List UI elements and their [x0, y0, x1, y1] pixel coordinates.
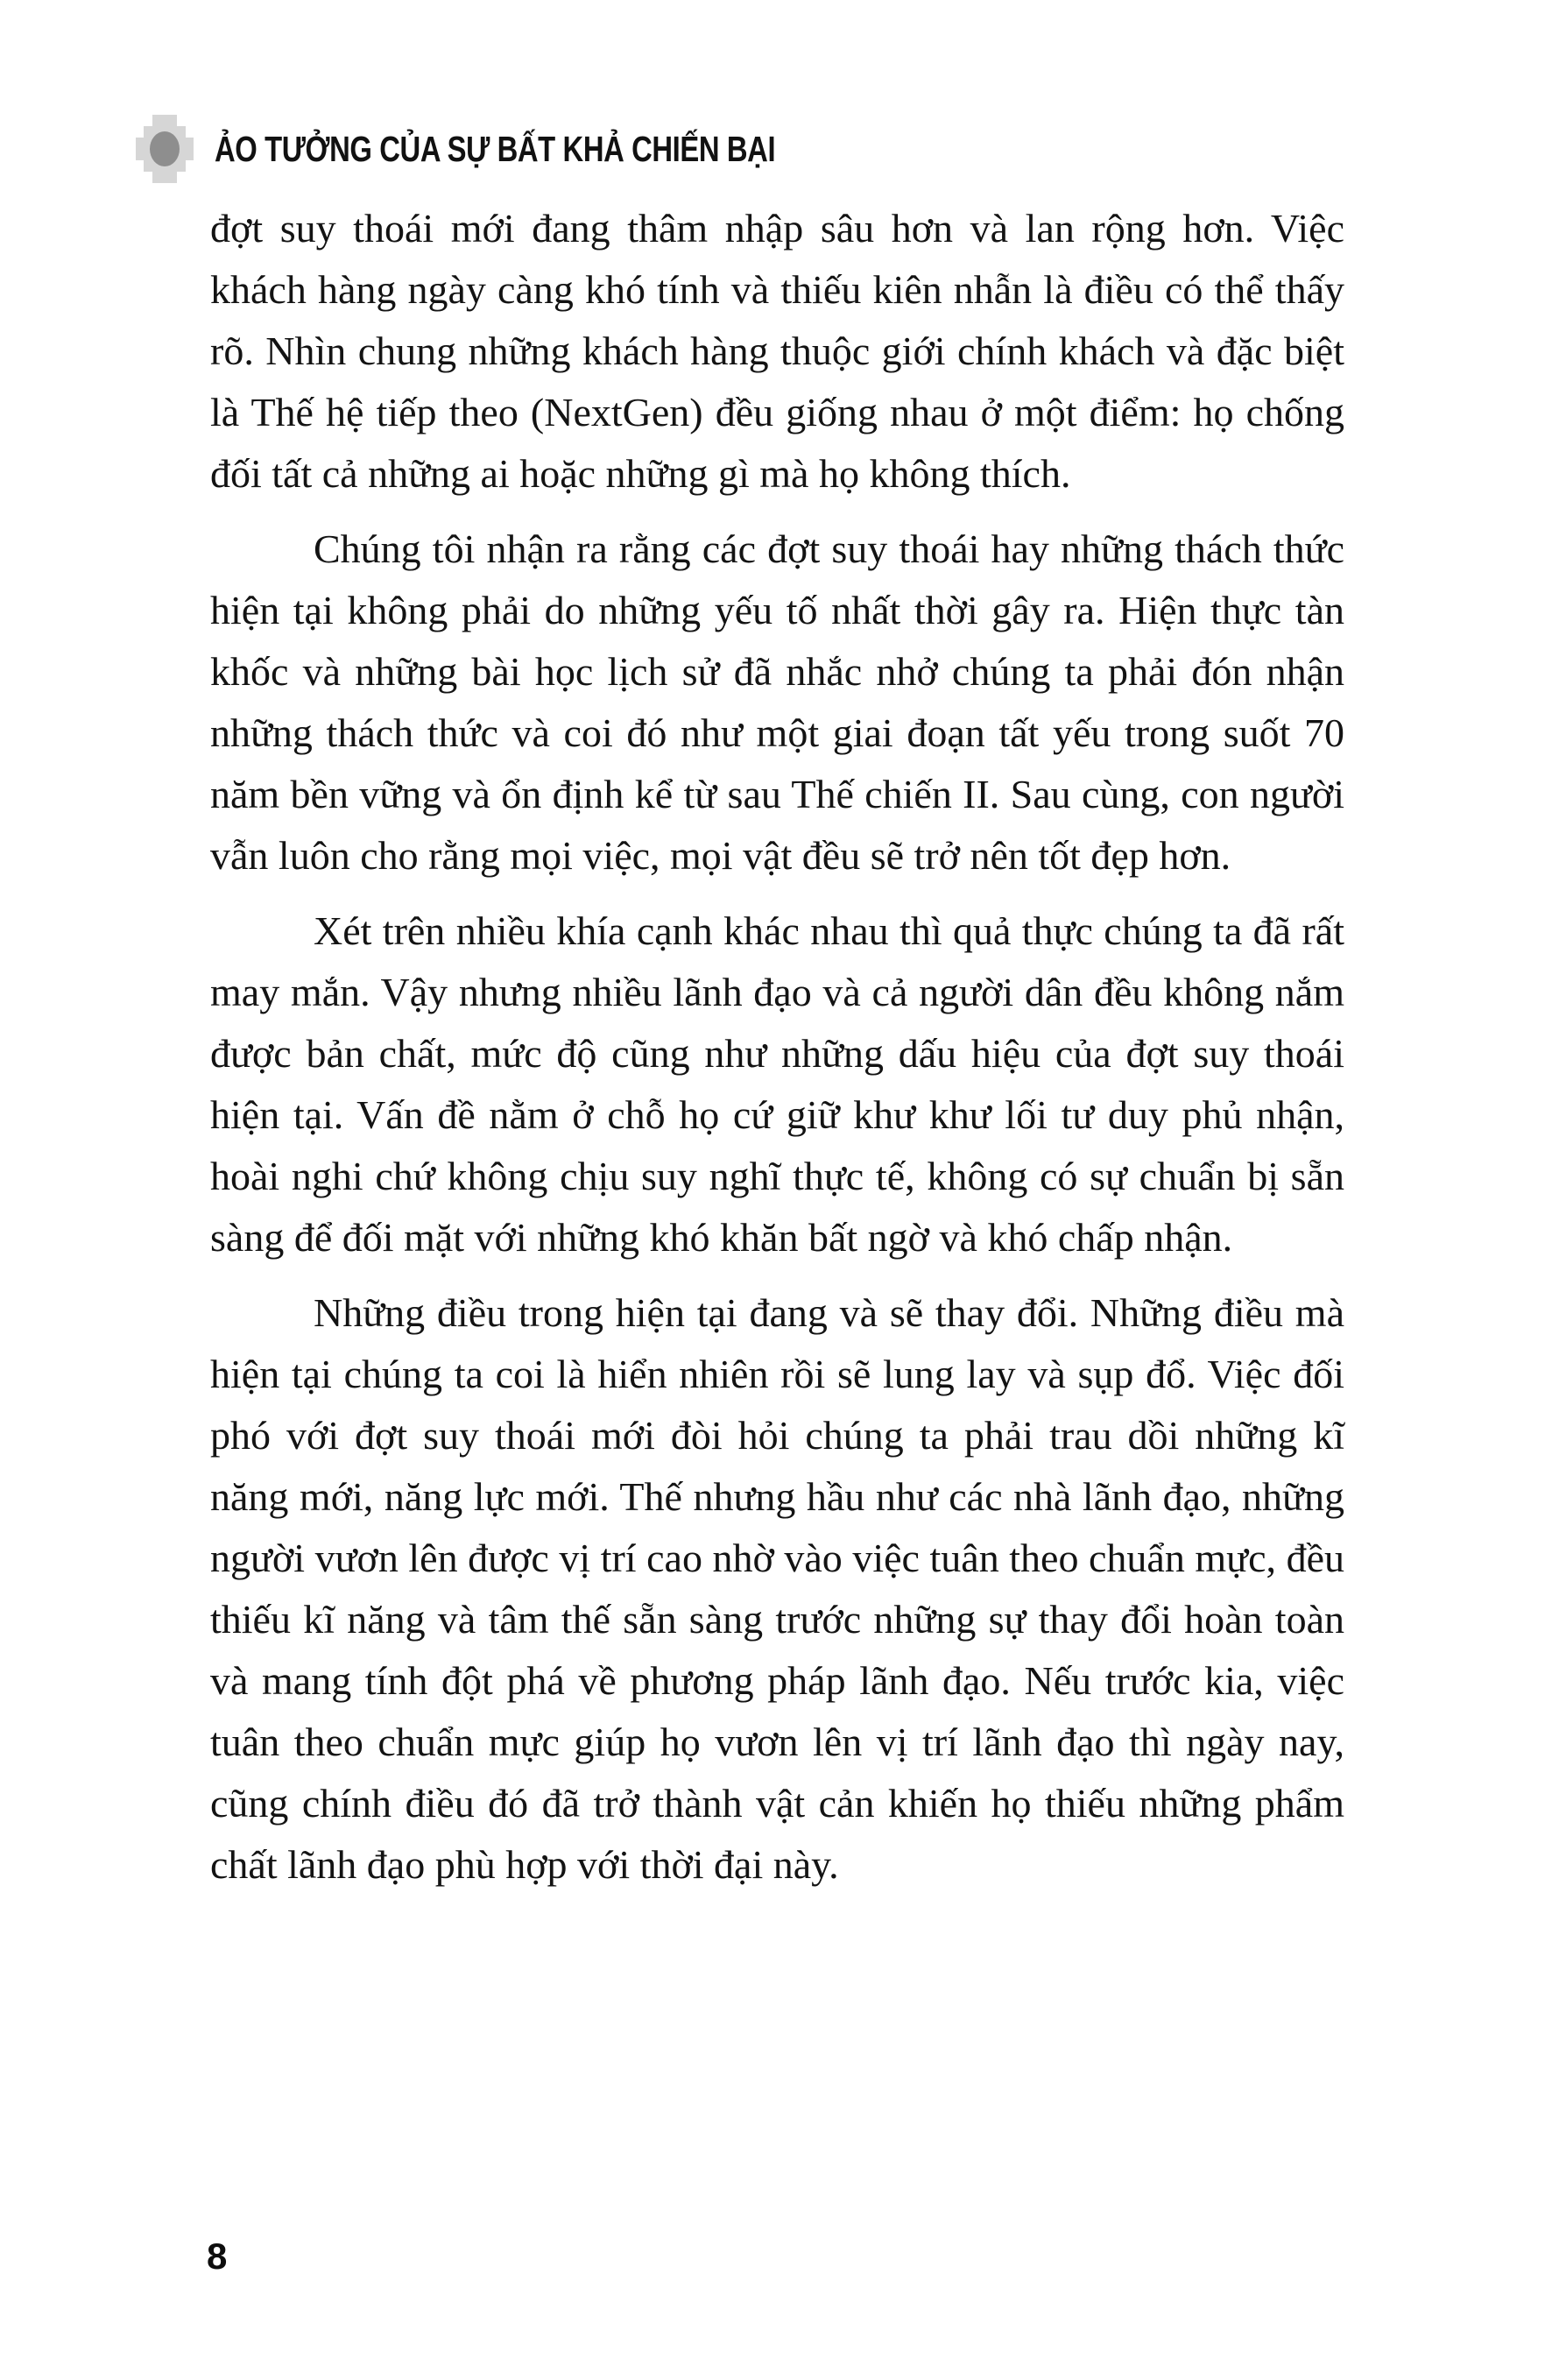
gear-icon	[136, 115, 194, 183]
body-paragraph: đợt suy thoái mới đang thâm nhập sâu hơn và lan rộng hơn. Việc khách hàng ngày càng khó tính và thiếu kiên nhẫn là điều có thể thấy rõ. Nhìn chung những khách hàng thuộc giới chính khách và đặc biệt là Thế hệ tiếp theo (NextGen) đều giống nhau ở một điểm: họ chống đối tất cả những ai hoặc những gì mà họ không thích.	[210, 206, 1344, 496]
body-paragraph: Những điều trong hiện tại đang và sẽ thay đổi. Những điều mà hiện tại chúng ta coi là hiển nhiên rồi sẽ lung lay và sụp đổ. Việc đối phó với đợt suy thoái mới đòi hỏi chúng ta phải trau dồi những kĩ năng mới, năng lực mới. Thế nhưng hầu như các nhà lãnh đạo, những người vươn lên được vị trí cao nhờ vào việc tuân theo chuẩn mực, đều thiếu kĩ năng và tâm thế sẵn sàng trước những sự thay đổi hoàn toàn và mang tính đột phá về phương pháp lãnh đạo. Nếu trước kia, việc tuân theo chuẩn mực giúp họ vươn lên vị trí lãnh đạo thì ngày nay, cũng chính điều đó đã trở thành vật cản khiến họ thiếu những phẩm chất lãnh đạo phù hợp với thời đại này.	[210, 1290, 1344, 1887]
body-paragraph: Chúng tôi nhận ra rằng các đợt suy thoái hay những thách thức hiện tại không phải do những yếu tố nhất thời gây ra. Hiện thực tàn khốc và những bài học lịch sử đã nhắc nhở chúng ta phải đón nhận những thách thức và coi đó như một giai đoạn tất yếu trong suốt 70 năm bền vững và ổn định kể từ sau Thế chiến II. Sau cùng, con người vẫn luôn cho rằng mọi việc, mọi vật đều sẽ trở nên tốt đẹp hơn.	[210, 526, 1344, 878]
body-paragraph: Xét trên nhiều khía cạnh khác nhau thì quả thực chúng ta đã rất may mắn. Vậy nhưng nhiều lãnh đạo và cả người dân đều không nắm được bản chất, mức độ cũng như những dấu hiệu của đợt suy thoái hiện tại. Vấn đề nằm ở chỗ họ cứ giữ khư khư lối tư duy phủ nhận, hoài nghi chứ không chịu suy nghĩ thực tế, không có sự chuẩn bị sẵn sàng để đối mặt với những khó khăn bất ngờ và khó chấp nhận.	[210, 908, 1344, 1260]
body-text	[210, 198, 1344, 1910]
page-number: 8	[207, 2235, 228, 2277]
running-head-title: ẢO TƯỞNG CỦA SỰ BẤT KHẢ CHIẾN BẠI	[215, 128, 776, 169]
page-header	[136, 115, 915, 183]
